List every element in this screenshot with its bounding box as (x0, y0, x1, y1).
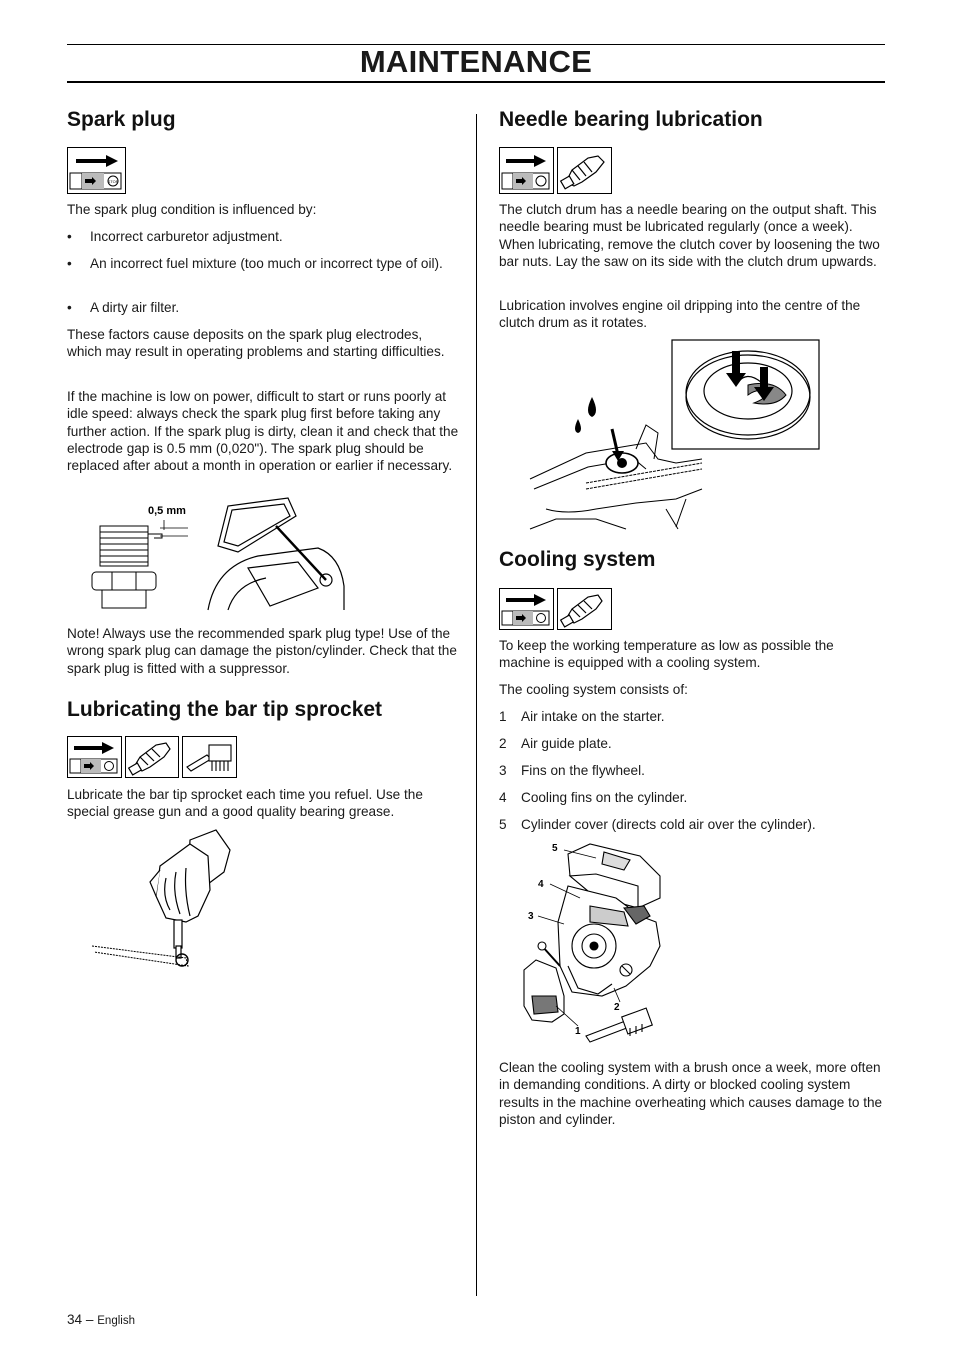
cooling-para2: The cooling system consists of: (499, 682, 688, 697)
callout-label: 3 (528, 911, 534, 922)
callout-label: 2 (614, 1002, 620, 1013)
clutch-drum-illustration (526, 339, 826, 534)
spark-plug-para2: If the machine is low on power, difficult to start or runs poorly at idle speed: always check the spark plug first before taking any further action. If the spark plug is dirty, clean it and check that the electrode gap is 0.5 mm (0,020"). The spark plug should be replaced after about a month in operation or earlier if necessary. (67, 389, 459, 474)
stop-switch-icon (67, 147, 126, 194)
svg-text:STOP: STOP (107, 179, 119, 184)
spark-plug-note: Note! Always use the recommended spark plug type! Use of the wrong spark plug can damage the piston/cylinder. Check that the spark plug is fitted with a suppressor. (67, 626, 457, 676)
footer-language: English (97, 1315, 135, 1327)
page-footer (67, 1312, 135, 1327)
spark-plug-intro: The spark plug condition is influenced by: (67, 202, 317, 217)
gap-label: 0,5 mm (148, 505, 186, 517)
page-number: 34 – (67, 1312, 94, 1327)
grease-gun-illustration (90, 826, 260, 976)
bar-tip-heading: Lubricating the bar tip sprocket (67, 698, 383, 721)
spark-plug-heading: Spark plug (67, 108, 176, 131)
needle-bearing-heading: Needle bearing lubrication (499, 108, 763, 131)
cooling-heading: Cooling system (499, 548, 656, 571)
cooling-system-illustration (520, 836, 670, 1046)
page-title: MAINTENANCE (359, 44, 593, 79)
callout-label: 1 (575, 1026, 581, 1037)
bar-tip-body: Lubricate the bar tip sprocket each time you refuel. Use the special grease gun and a good quality bearing grease. (67, 787, 423, 820)
callout-label: 4 (538, 879, 544, 890)
spark-plug-para1: These factors cause deposits on the spark plug electrodes, which may result in operating problems and starting difficulties. (67, 327, 445, 360)
header-rule-bottom (67, 81, 885, 83)
glove-icon (557, 147, 612, 194)
cooling-para3: Clean the cooling system with a brush once a week, more often in demanding conditions. A dirty or blocked cooling system results in the machine overheating which causes damage to the piston and cylinder. (499, 1060, 883, 1127)
callout-label: 5 (552, 843, 558, 854)
needle-bearing-para1: The clutch drum has a needle bearing on the output shaft. This needle bearing must be lubricated regularly (once a week). When lubricating, remove the clutch cover by loosening the two bar nuts. Lay the saw on its side with the clutch drum upwards. (499, 202, 880, 269)
stop-switch-icon (499, 588, 554, 630)
glove-icon (125, 736, 179, 778)
list-item: • An incorrect fuel mixture (too much or incorrect type of oil). (67, 256, 443, 271)
stop-switch-icon (499, 147, 554, 194)
brush-icon (182, 736, 237, 778)
column-divider (476, 114, 477, 1296)
spark-plug-illustration (88, 496, 358, 614)
needle-bearing-para2: Lubrication involves engine oil dripping into the centre of the clutch drum as it rotates. (499, 298, 861, 331)
glove-icon (557, 588, 612, 630)
stop-switch-icon (67, 736, 122, 778)
cooling-para1: To keep the working temperature as low as possible the machine is equipped with a cooling system. (499, 638, 834, 671)
